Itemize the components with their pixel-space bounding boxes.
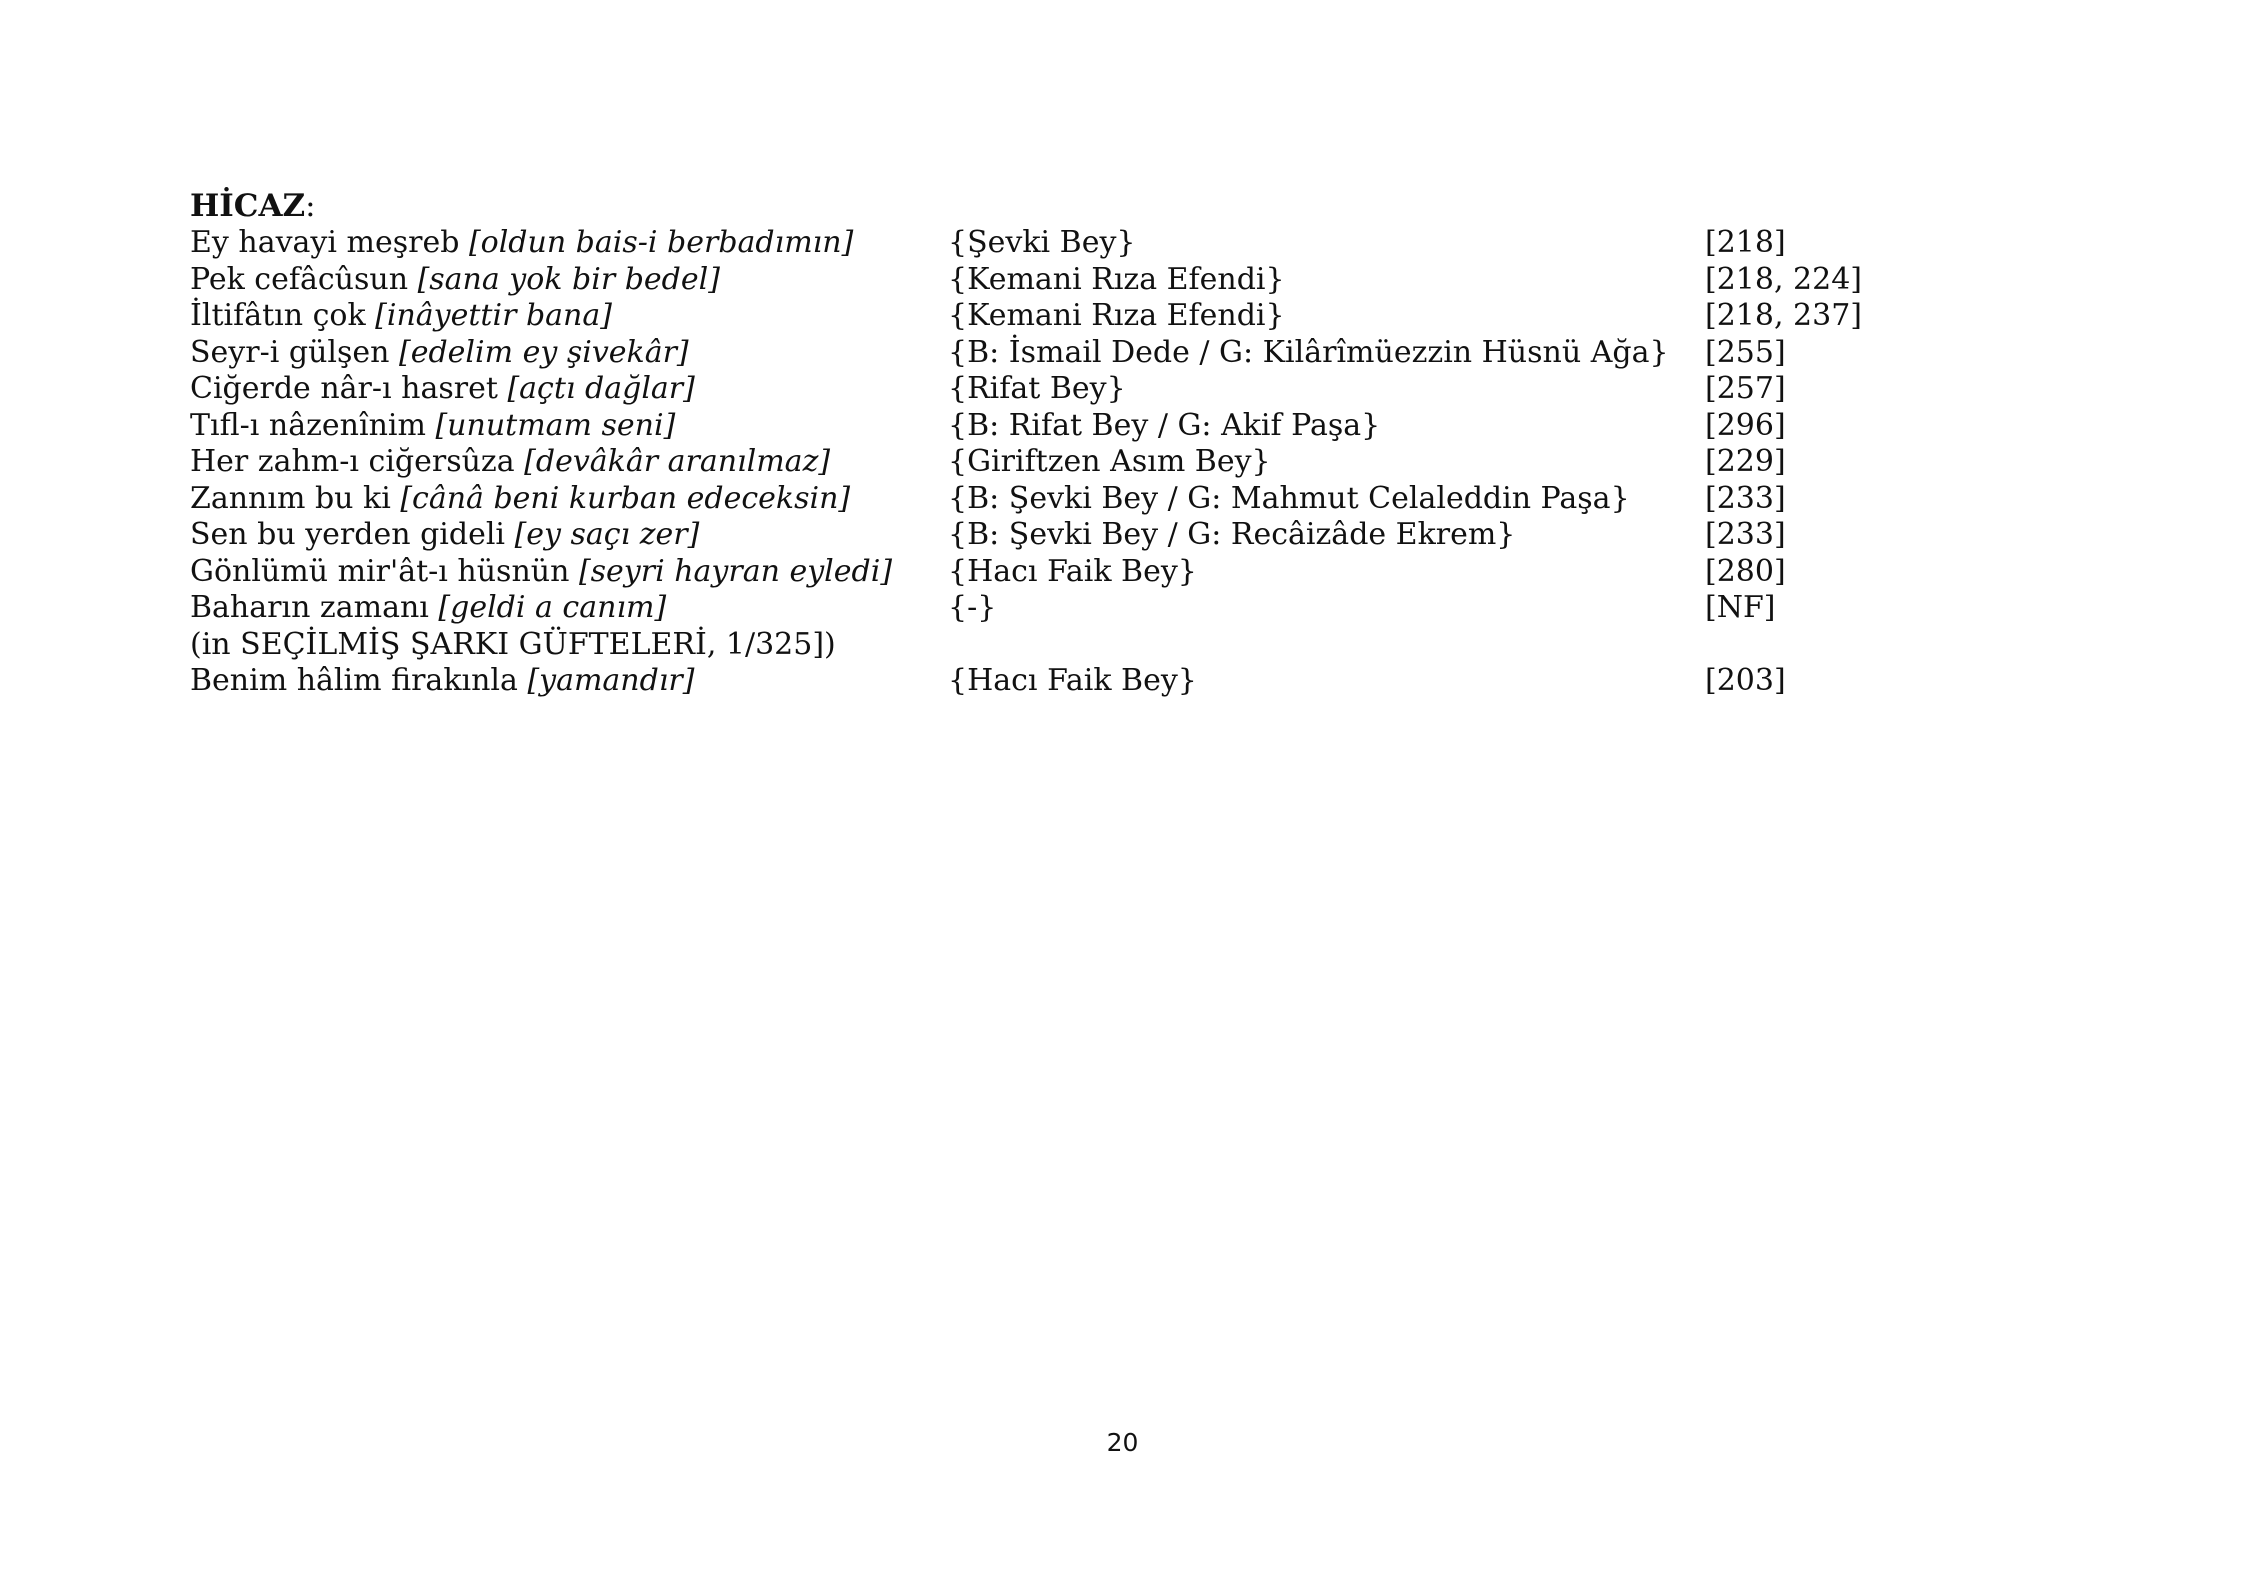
composer: {B: Şevki Bey / G: Mahmut Celaleddin Paşa}	[948, 480, 1630, 516]
lyric	[190, 262, 720, 299]
section-title-suffix: :	[305, 188, 316, 224]
entry-row	[190, 554, 2090, 591]
composer: {Hacı Faik Bey}	[948, 553, 1197, 589]
composer: {Rifat Bey}	[948, 371, 1126, 406]
lyric-start: Her zahm-ı ciğersûza	[190, 444, 525, 479]
lyric-continuation: [yamandır]	[527, 663, 695, 698]
page-reference: [233]	[1705, 517, 1786, 552]
lyric-start: Ciğerde nâr-ı hasret	[190, 371, 508, 406]
lyric-start: Sen bu yerden gideli	[190, 517, 515, 552]
lyric-start: Zannım bu ki	[190, 480, 401, 516]
lyric-continuation: [seyri hayran eyledi]	[578, 553, 893, 589]
lyric	[190, 444, 830, 481]
lyric-continuation: [açtı dağlar]	[507, 371, 695, 406]
lyric	[190, 517, 699, 554]
section-heading	[190, 187, 2090, 225]
entry-row	[190, 335, 2090, 372]
composer: {B: İsmail Dede / G: Kilârîmüezzin Hüsnü Ağa}	[948, 334, 1669, 370]
composer: {Kemani Rıza Efendi}	[948, 298, 1285, 333]
composer: {Kemani Rıza Efendi}	[948, 261, 1285, 297]
lyric	[190, 663, 694, 700]
page-reference: [NF]	[1705, 590, 1776, 625]
source-note-row	[190, 627, 2090, 664]
entry-row	[190, 371, 2090, 408]
lyric-start: Pek cefâcûsun	[190, 261, 418, 297]
lyric	[190, 481, 850, 518]
source-note: (in SEÇİLMİŞ ŞARKI GÜFTELERİ, 1/325])	[190, 626, 836, 662]
lyric-continuation: [sana yok bir bedel]	[417, 261, 720, 297]
composer: {B: Rifat Bey / G: Akif Paşa}	[948, 407, 1381, 443]
page-reference: [203]	[1705, 663, 1786, 698]
lyric-continuation: [ey saçı zer]	[514, 517, 700, 552]
entry-row	[190, 481, 2090, 518]
lyric	[190, 590, 666, 627]
lyric-start: İltifâtın çok	[190, 298, 376, 333]
page-reference: [257]	[1705, 371, 1786, 406]
composer: {Hacı Faik Bey}	[948, 663, 1197, 698]
composer: {Şevki Bey}	[948, 225, 1136, 260]
entry-row	[190, 262, 2090, 299]
composer: {-}	[948, 590, 997, 625]
lyric-continuation: [inâyettir bana]	[375, 298, 612, 333]
entry-row	[190, 663, 2090, 700]
lyric-continuation: [unutmam seni]	[435, 407, 676, 443]
lyric-start: Ey havayi meşreb	[190, 225, 469, 260]
section-title: HİCAZ	[190, 188, 306, 224]
lyric-start: Benim hâlim firakınla	[190, 663, 528, 698]
entry-row	[190, 517, 2090, 554]
lyric-start: Tıfl-ı nâzenînim	[190, 407, 436, 443]
lyric	[190, 298, 612, 335]
composer: {B: Şevki Bey / G: Recâizâde Ekrem}	[948, 517, 1516, 552]
lyric	[190, 225, 853, 262]
entry-row	[190, 444, 2090, 481]
page-reference: [229]	[1705, 444, 1786, 479]
lyric-continuation: [edelim ey şivekâr]	[399, 334, 689, 370]
page-reference: [218, 224]	[1705, 261, 1863, 297]
entry-row	[190, 298, 2090, 335]
lyric-continuation: [oldun bais-i berbadımın]	[468, 225, 854, 260]
lyric-start: Gönlümü mir'ât-ı hüsnün	[190, 553, 579, 589]
lyric-start: Seyr-i gülşen	[190, 334, 399, 370]
lyric-continuation: [geldi a canım]	[438, 590, 667, 625]
page-reference: [218]	[1705, 225, 1786, 260]
page-reference: [255]	[1705, 334, 1786, 370]
entry-row	[190, 590, 2090, 627]
entry-row	[190, 225, 2090, 262]
composer: {Giriftzen Asım Bey}	[948, 444, 1271, 479]
page-reference: [233]	[1705, 480, 1786, 516]
page-reference: [296]	[1705, 407, 1786, 443]
page-reference: [280]	[1705, 553, 1786, 589]
entry-row	[190, 408, 2090, 445]
lyric-continuation: [cânâ beni kurban edeceksin]	[400, 480, 851, 516]
lyric	[190, 335, 689, 372]
song-index	[190, 187, 2090, 700]
page-reference: [218, 237]	[1705, 298, 1863, 333]
lyric-start: Baharın zamanı	[190, 590, 439, 625]
page-number: 20	[1106, 1428, 1139, 1457]
lyric	[190, 371, 695, 408]
lyric	[190, 554, 892, 591]
lyric	[190, 408, 675, 445]
lyric-continuation: [devâkâr aranılmaz]	[524, 444, 831, 479]
